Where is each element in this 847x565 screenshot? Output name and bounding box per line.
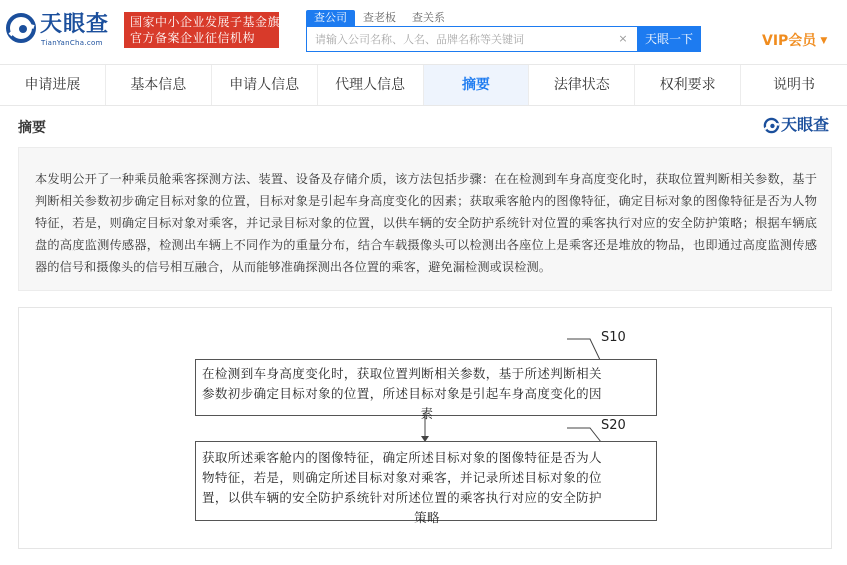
logo-text: 天眼查 bbox=[40, 12, 110, 37]
section-title: 摘要 bbox=[18, 120, 46, 136]
search-tab-relation[interactable]: 查关系 bbox=[412, 11, 445, 24]
step2-line: 物特征，若是，则确定所述目标对象对乘客，并记录所述目标对象的位 bbox=[202, 470, 602, 485]
brand-text: 天眼查 bbox=[781, 115, 830, 134]
step2-line: 策略 bbox=[414, 510, 440, 525]
step2-line: 获取所述乘客舱内的图像特征，确定所述目标对象的图像特征是否为人 bbox=[202, 450, 602, 465]
logo-domain: TianYanCha.com bbox=[41, 39, 103, 47]
search-tab-boss[interactable]: 查老板 bbox=[363, 11, 396, 24]
patent-nav-tabs bbox=[0, 64, 847, 106]
vip-label: VIP会员 bbox=[762, 33, 817, 49]
eye-logo-icon bbox=[763, 117, 780, 134]
official-badge bbox=[124, 12, 293, 48]
search-type-tabs bbox=[306, 10, 453, 26]
step1-line: 参数初步确定目标对象的位置，所述目标对象是引起车身高度变化的因 bbox=[202, 386, 602, 401]
tab-agent-info[interactable]: 代理人信息 bbox=[318, 65, 424, 105]
tab-basic-info[interactable]: 基本信息 bbox=[106, 65, 212, 105]
tab-applicant-info[interactable]: 申请人信息 bbox=[212, 65, 318, 105]
tab-application-progress[interactable]: 申请进展 bbox=[0, 65, 106, 105]
tab-abstract[interactable]: 摘要 bbox=[424, 65, 530, 105]
tab-description[interactable]: 说明书 bbox=[773, 77, 816, 93]
vip-menu[interactable] bbox=[762, 30, 827, 50]
search-input[interactable] bbox=[307, 27, 617, 51]
search-tab-company[interactable]: 查公司 bbox=[306, 10, 355, 26]
step-box-s10 bbox=[195, 359, 657, 421]
top-header bbox=[0, 0, 847, 64]
brand-watermark bbox=[763, 115, 833, 135]
tianyancha-logo[interactable] bbox=[6, 11, 118, 49]
search-button[interactable]: 天眼一下 bbox=[637, 26, 701, 52]
step-label-s10: S10 bbox=[601, 330, 626, 345]
abstract-figure bbox=[18, 307, 832, 549]
step1-line: 素 bbox=[420, 406, 434, 421]
step-box-s20 bbox=[195, 441, 657, 525]
search-box bbox=[306, 26, 638, 52]
section-header bbox=[0, 107, 847, 143]
abstract-panel bbox=[18, 147, 832, 291]
step2-line: 置，以供车辆的安全防护系统针对所述位置的乘客执行对应的安全防护 bbox=[202, 490, 602, 505]
tab-legal-status[interactable]: 法律状态 bbox=[529, 65, 635, 105]
tab-claims[interactable]: 权利要求 bbox=[635, 65, 741, 105]
eye-logo-icon bbox=[6, 13, 36, 43]
step-label-s20: S20 bbox=[601, 418, 626, 433]
badge-line-2: 官方备案企业征信机构 bbox=[130, 31, 256, 45]
clear-icon[interactable]: × bbox=[618, 32, 628, 45]
caret-down-icon: ▼ bbox=[820, 36, 828, 46]
badge-line-1: 国家中小企业发展子基金旗下 bbox=[130, 15, 293, 29]
step1-line: 在检测到车身高度变化时，获取位置判断相关参数，基于所述判断相关 bbox=[202, 366, 602, 381]
abstract-text: 本发明公开了一种乘员舱乘客探测方法、装置、设备及存储介质，该方法包括步骤：在在检测到车身高度变化时，获取位置判断相关参数，基于判断相关参数初步确定目标对象的位置，目标对象是引起车身高度变化的因素；获取乘客舱内的图像特征，确定目标对象的图像特征是否为人物特征，若是，则确定目标对象对乘客，并记录目标对象的位置，以供车辆的安全防护系统针对位置的乘客执行对应的安全防护策略；根据车辆底盘的高度监测传感器，检测出车辆上不同作为的重量分布，结合车载摄像头可以检测出各座位上是乘客还是堆放的物品，也即通过高度监测传感器的信号和摄像头的信号相互融合，从而能够准确探测出各位置的乘客，避免漏检测或误检测。 bbox=[35, 172, 817, 274]
